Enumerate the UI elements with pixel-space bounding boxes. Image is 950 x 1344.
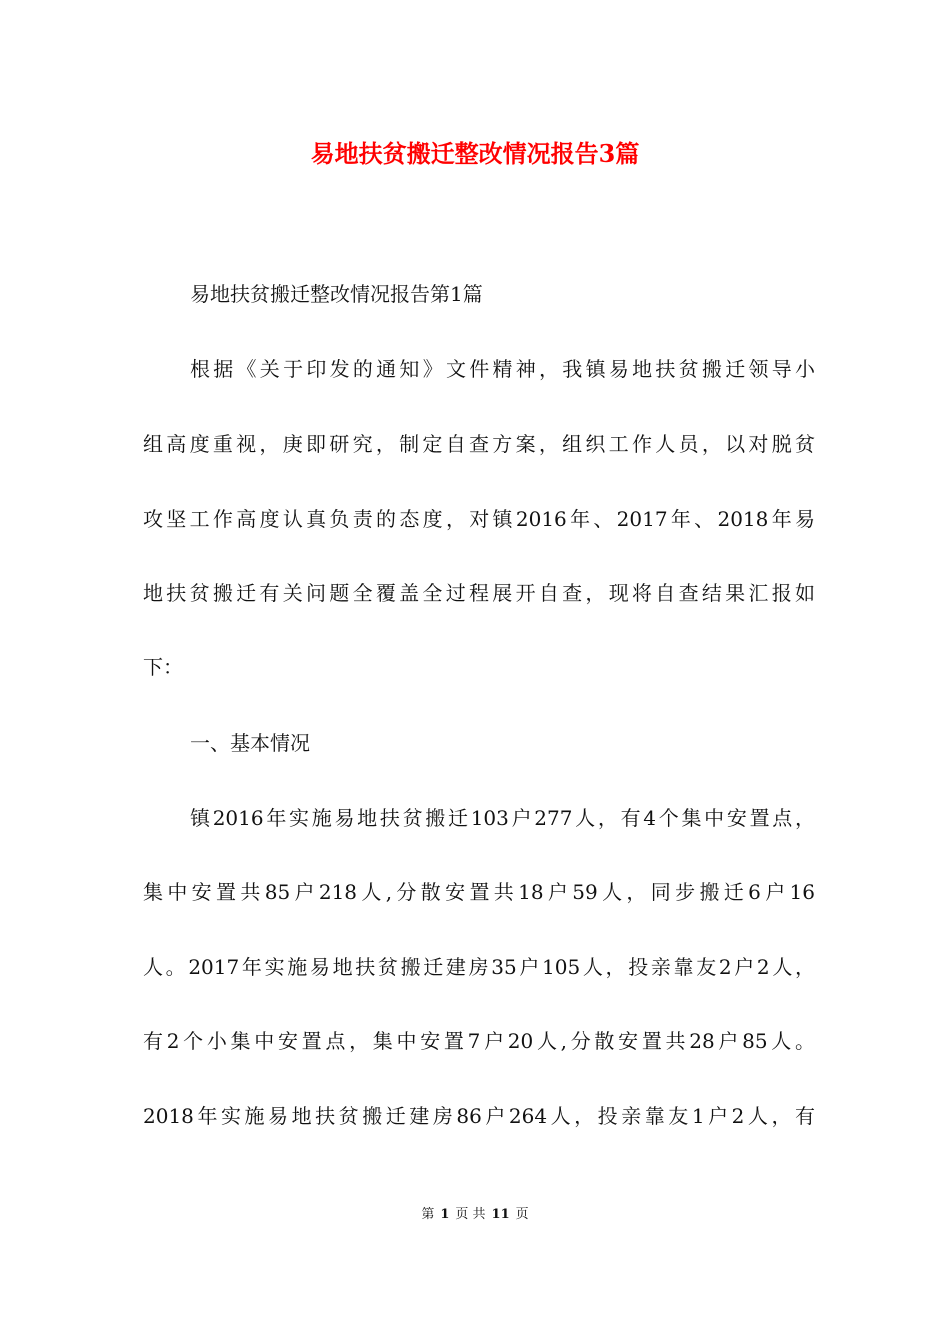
footer-prefix: 第 [421, 1207, 435, 1222]
section-heading: 一、基本情况 [190, 731, 310, 755]
footer-suffix: 页 [515, 1207, 529, 1222]
paragraph-1-line-5: 下： [143, 655, 183, 679]
paragraph-2-line-2: 集中安置共85户218人,分散安置共18户59人，同步搬迁6户16 [143, 880, 815, 904]
page-footer [0, 1205, 950, 1225]
report-subtitle: 易地扶贫搬迁整改情况报告第1篇 [190, 282, 483, 306]
paragraph-2-line-1: 镇2016年实施易地扶贫搬迁103户277人，有4个集中安置点， [190, 806, 815, 830]
paragraph-2-line-4: 有2个小集中安置点，集中安置7户20人,分散安置共28户85人。 [143, 1029, 815, 1053]
document-title: 易地扶贫搬迁整改情况报告3篇 [310, 139, 640, 168]
footer-current-page: 1 [440, 1207, 450, 1222]
paragraph-2-line-3: 人。2017年实施易地扶贫搬迁建房35户105人，投亲靠友2户2人， [143, 955, 815, 979]
paragraph-1-line-4: 地扶贫搬迁有关问题全覆盖全过程展开自查，现将自查结果汇报如 [143, 581, 815, 605]
paragraph-2-line-5: 2018年实施易地扶贫搬迁建房86户264人，投亲靠友1户2人，有 [143, 1104, 815, 1128]
paragraph-1-line-3: 攻坚工作高度认真负责的态度，对镇2016年、2017年、2018年易 [143, 507, 815, 531]
footer-total-pages: 11 [491, 1207, 510, 1222]
paragraph-1-line-2: 组高度重视，庚即研究，制定自查方案，组织工作人员，以对脱贫 [143, 432, 815, 456]
footer-middle: 页 共 [455, 1207, 486, 1222]
paragraph-1-line-1: 根据《关于印发的通知》文件精神，我镇易地扶贫搬迁领导小 [190, 357, 815, 381]
